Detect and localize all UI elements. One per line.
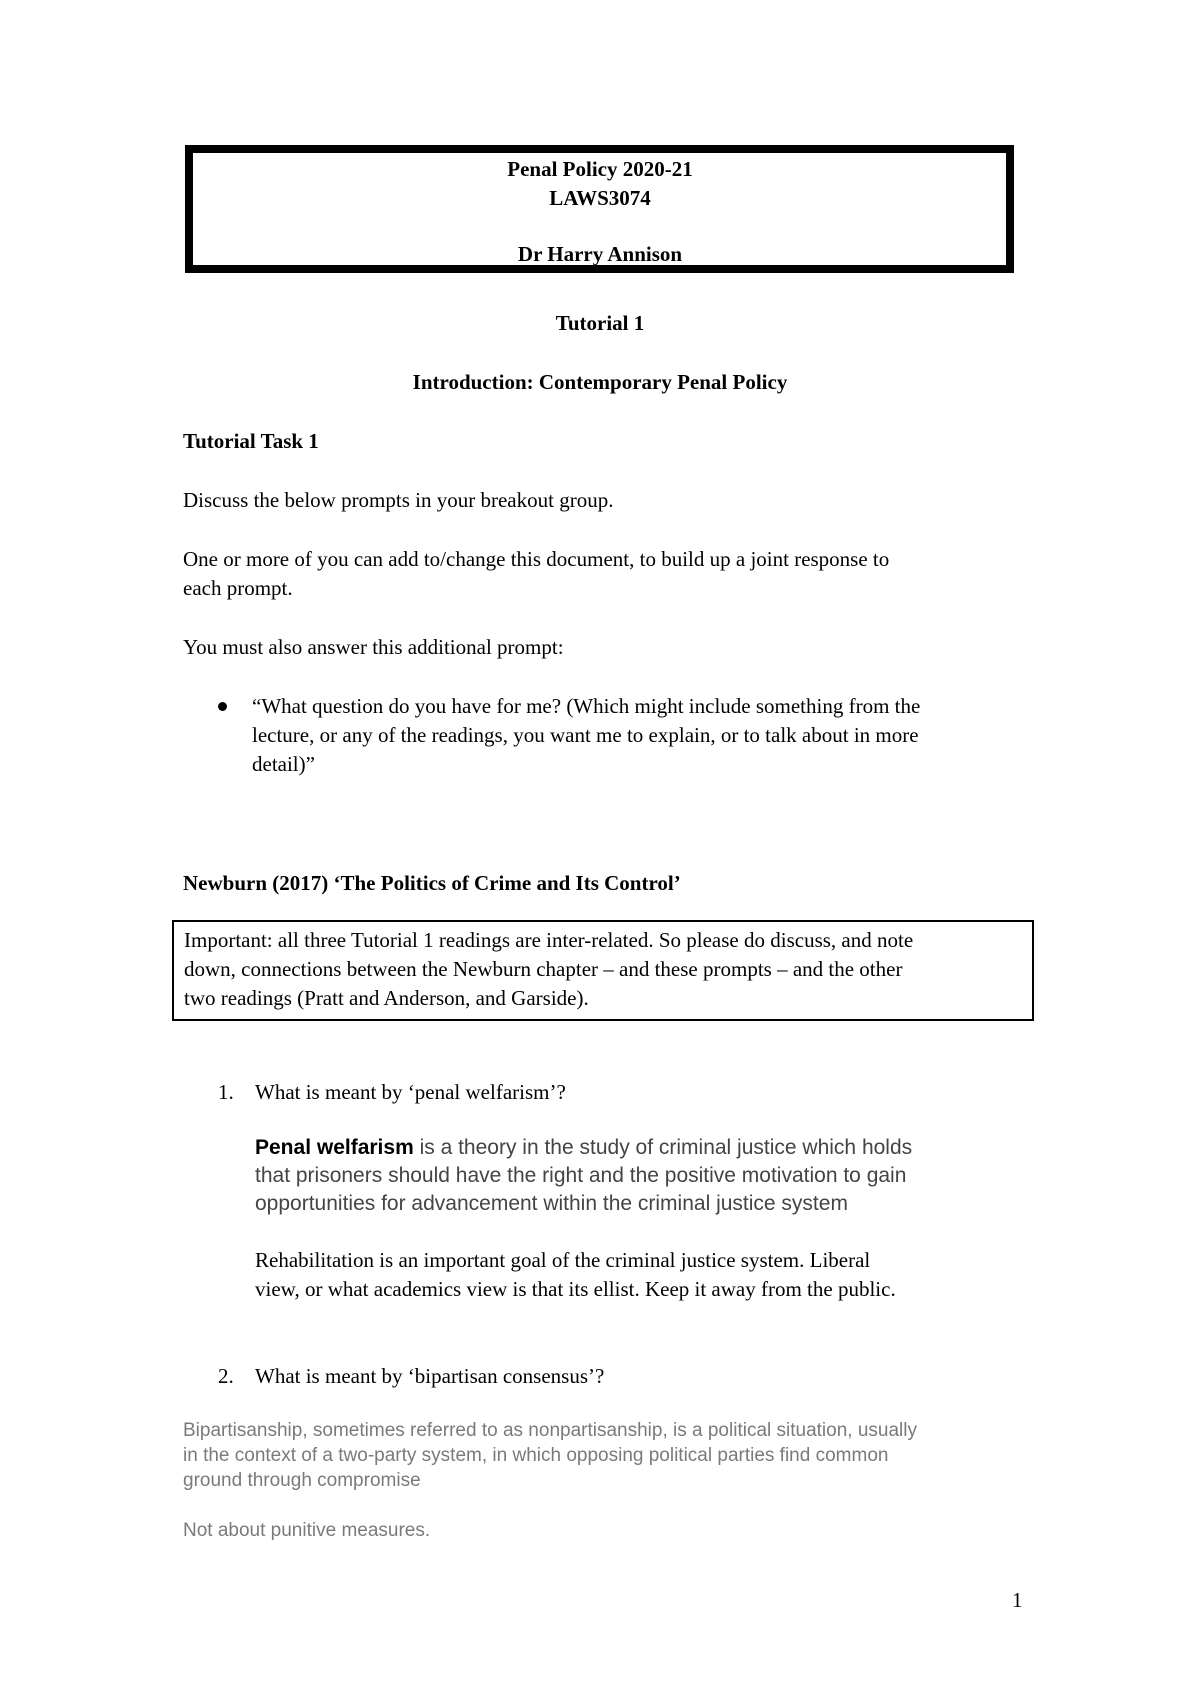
task-paragraph-1: Discuss the below prompts in your breakout group. <box>183 488 614 512</box>
question-1-answer-line-3: opportunities for advancement within the criminal justice system <box>255 1192 848 1215</box>
question-2-number: 2. <box>218 1364 234 1388</box>
question-1-number: 1. <box>218 1080 234 1104</box>
bullet-line-3: detail)” <box>252 752 315 776</box>
question-2-answer-line-3: ground through compromise <box>183 1470 421 1491</box>
task-heading: Tutorial Task 1 <box>183 429 319 453</box>
question-2-note: Not about punitive measures. <box>183 1520 431 1541</box>
answer-line-1-rest: is a theory in the study of criminal justice which holds <box>413 1136 913 1159</box>
page-number: 1 <box>1012 1588 1023 1612</box>
question-2-text: What is meant by ‘bipartisan consensus’? <box>255 1364 605 1388</box>
question-2-answer-line-1: Bipartisanship, sometimes referred to as nonpartisanship, is a political situation, usually <box>183 1420 917 1441</box>
question-1-answer-line-2: that prisoners should have the right and the positive motivation to gain <box>255 1164 907 1187</box>
important-note-line-3: two readings (Pratt and Anderson, and Garside). <box>184 986 589 1010</box>
question-2-answer-line-2: in the context of a two-party system, in which opposing political parties find common <box>183 1445 889 1466</box>
important-note-line-1: Important: all three Tutorial 1 readings are inter-related. So please do discuss, and note <box>184 928 914 952</box>
answer-term: Penal welfarism <box>255 1136 414 1159</box>
bullet-line-1: “What question do you have for me? (Which might include something from the <box>252 694 921 718</box>
important-note-box <box>172 920 1034 1021</box>
bullet-icon <box>218 702 227 711</box>
question-1-answer-line-1 <box>255 1134 912 1162</box>
question-1-note-line-1: Rehabilitation is an important goal of the criminal justice system. Liberal <box>255 1248 871 1272</box>
important-note-line-2: down, connections between the Newburn chapter – and these prompts – and the other <box>184 957 903 981</box>
course-code: LAWS3074 <box>549 186 651 210</box>
task-paragraph-2-line-1: One or more of you can add to/change this document, to build up a joint response to <box>183 547 890 571</box>
task-paragraph-3: You must also answer this additional prompt: <box>183 635 564 659</box>
lecturer-name: Dr Harry Annison <box>517 242 683 266</box>
reading-heading: Newburn (2017) ‘The Politics of Crime and Its Control’ <box>183 871 681 895</box>
task-paragraph-2-line-2: each prompt. <box>183 576 293 600</box>
question-1-note-line-2: view, or what academics view is that its ellist. Keep it away from the public. <box>255 1277 896 1301</box>
course-title: Penal Policy 2020-21 <box>507 157 693 181</box>
tutorial-subtitle: Introduction: Contemporary Penal Policy <box>412 370 788 394</box>
question-1-text: What is meant by ‘penal welfarism’? <box>255 1080 566 1104</box>
tutorial-title: Tutorial 1 <box>555 311 645 335</box>
bullet-line-2: lecture, or any of the readings, you want me to explain, or to talk about in more <box>252 723 919 747</box>
